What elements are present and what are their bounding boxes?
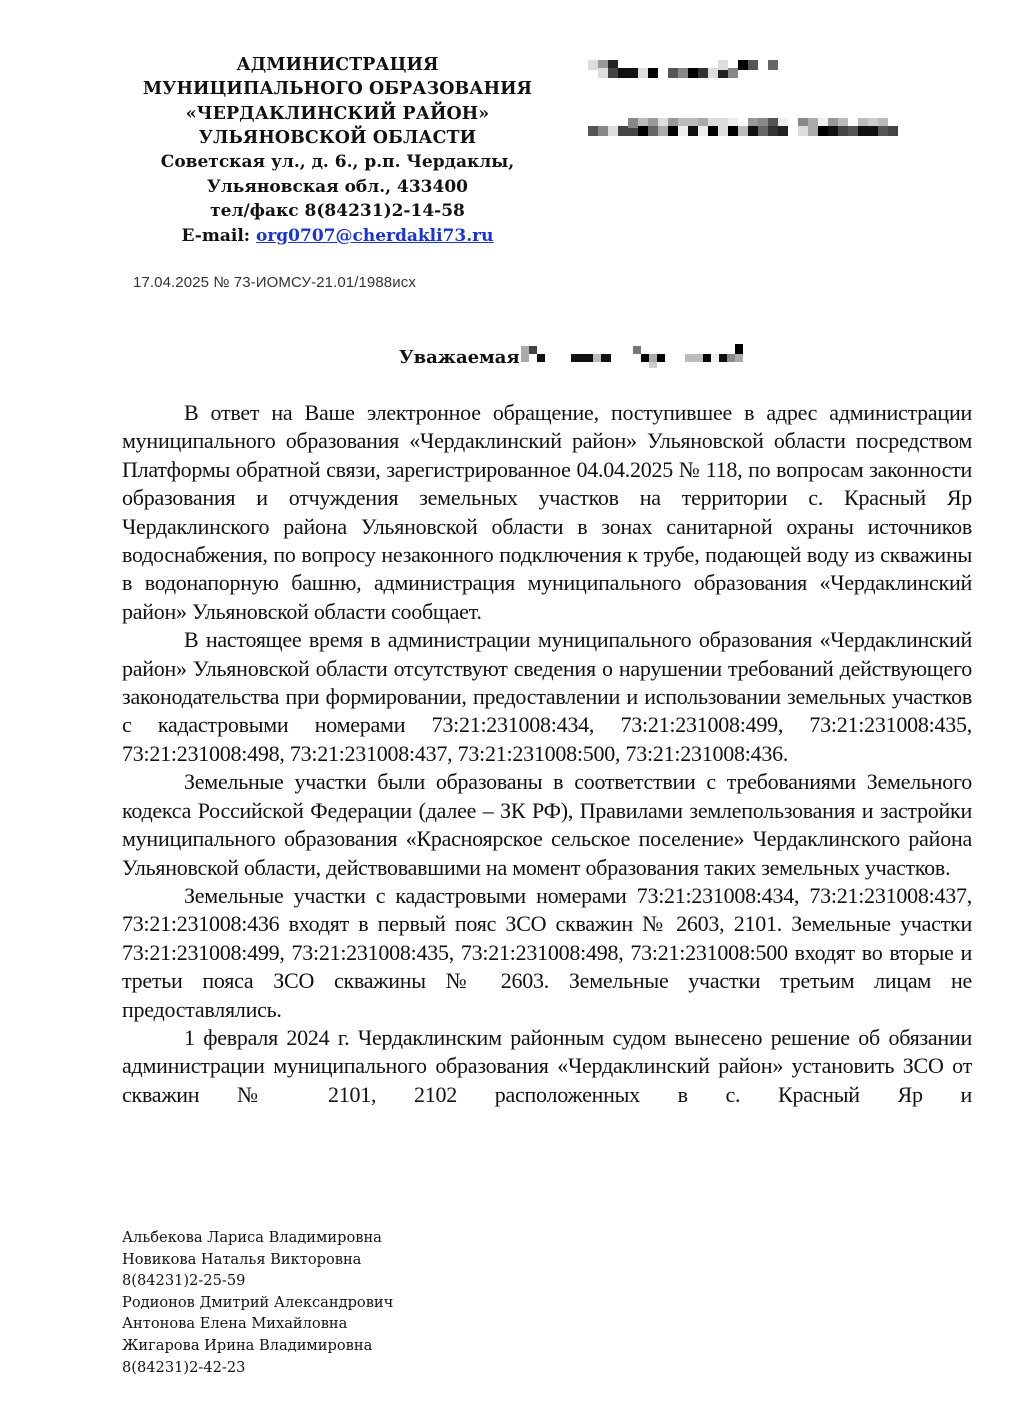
contact-name: Антонова Елена Михайловна [122,1315,348,1333]
email-line [130,224,545,249]
body-paragraph: В ответ на Ваше электронное обращение, поступившее в адрес администрации муниципального образования «Чердаклинский район» Ульяновской области посредством Платформы обратной связи, зарегистрированное 04.04.2025 № 118, по вопросам законности образования и отчуждения земельных участков на территории с. Красный Яр Чердаклинского района Ульяновской области в зонах санитарной охраны источников водоснабжения, по вопросу незаконного подключения к трубе, подающей воду из скважины в водонапорную башню, администрация муниципального образования «Чердаклинский район» Ульяновской области сообщает. [122,400,972,624]
org-name-line: «ЧЕРДАКЛИНСКИЙ РАЙОН» [185,103,490,124]
address-line: Ульяновская обл., 433400 [207,176,468,197]
letterhead [130,53,545,248]
address-line: Советская ул., д. 6., р.п. Чердаклы, [160,152,515,173]
phone-fax-line: тел/факс 8(84231)2-14-58 [210,201,465,222]
contact-phone: 8(84231)2-42-23 [122,1358,246,1376]
contact-name: Новикова Наталья Викторовна [122,1250,362,1268]
contact-name: Родионов Дмитрий Александрович [122,1293,394,1311]
body-paragraph: В настоящее время в администрации муниципального образования «Чердаклинский район» Ульяновской области отсутствуют сведения о нарушении требований действующего законодательства при формировании, предоставлении и использовании земельных участков с кадастровыми номерами 73:21:231008:434, 73:21:231008:499, 73:21:231008:435, 73:21:231008:498, 73:21:231008:437, 73:21:231008:500, 73:21:231008:436. [122,627,972,766]
email-link[interactable]: org0707@cherdakli73.ru [255,225,494,246]
org-name-line: МУНИЦИПАЛЬНОГО ОБРАЗОВАНИЯ [142,79,533,100]
redacted-recipient-line-2 [588,114,918,136]
contact-name: Жигарова Ирина Владимировна [122,1336,373,1354]
redacted-recipient-name [521,344,756,370]
org-name-line: АДМИНИСТРАЦИЯ [236,55,439,75]
outgoing-reference-number: 17.04.2025 № 73-ИОМСУ-21.01/1988исх [133,274,416,291]
body-paragraph: 1 февраля 2024 г. Чердаклинским районным судом вынесено решение об обязании администрации муниципального образования «Чердаклинский район» установить ЗСО от скважин № 2101, 2102 расположенных в с. Красный Яр и [122,1024,972,1107]
letter-body [122,399,972,1109]
salutation [399,344,756,370]
body-paragraph: Земельные участки с кадастровыми номерами 73:21:231008:434, 73:21:231008:437, 73:21:231008:436 входят в первый пояс ЗСО скважин № 2603, 2101. Земельные участки 73:21:231008:499, 73:21:231008:435, 73:21:231008:498, 73:21:231008:500 входят во вторые и третьи пояса ЗСО скважины № 2603. Земельные участки третьим лицам не предоставлялись. [122,882,972,1022]
email-label: E-mail: [181,225,256,246]
salutation-text: Уважаемая [399,346,520,368]
redacted-recipient-line-1 [588,56,788,78]
executor-contacts [122,1227,393,1378]
contact-phone: 8(84231)2-25-59 [122,1272,246,1290]
body-paragraph: Земельные участки были образованы в соответствии с требованиями Земельного кодекса Российской Федерации (далее – ЗК РФ), Правилами землепользования и застройки муниципального образования «Красноярское сельское поселение» Чердаклинского района Ульяновской области, действовавшими на момент образования таких земельных участков. [122,769,972,880]
org-name-line: УЛЬЯНОВСКОЙ ОБЛАСТИ [198,127,477,148]
contact-name: Альбекова Лариса Владимировна [122,1229,382,1246]
